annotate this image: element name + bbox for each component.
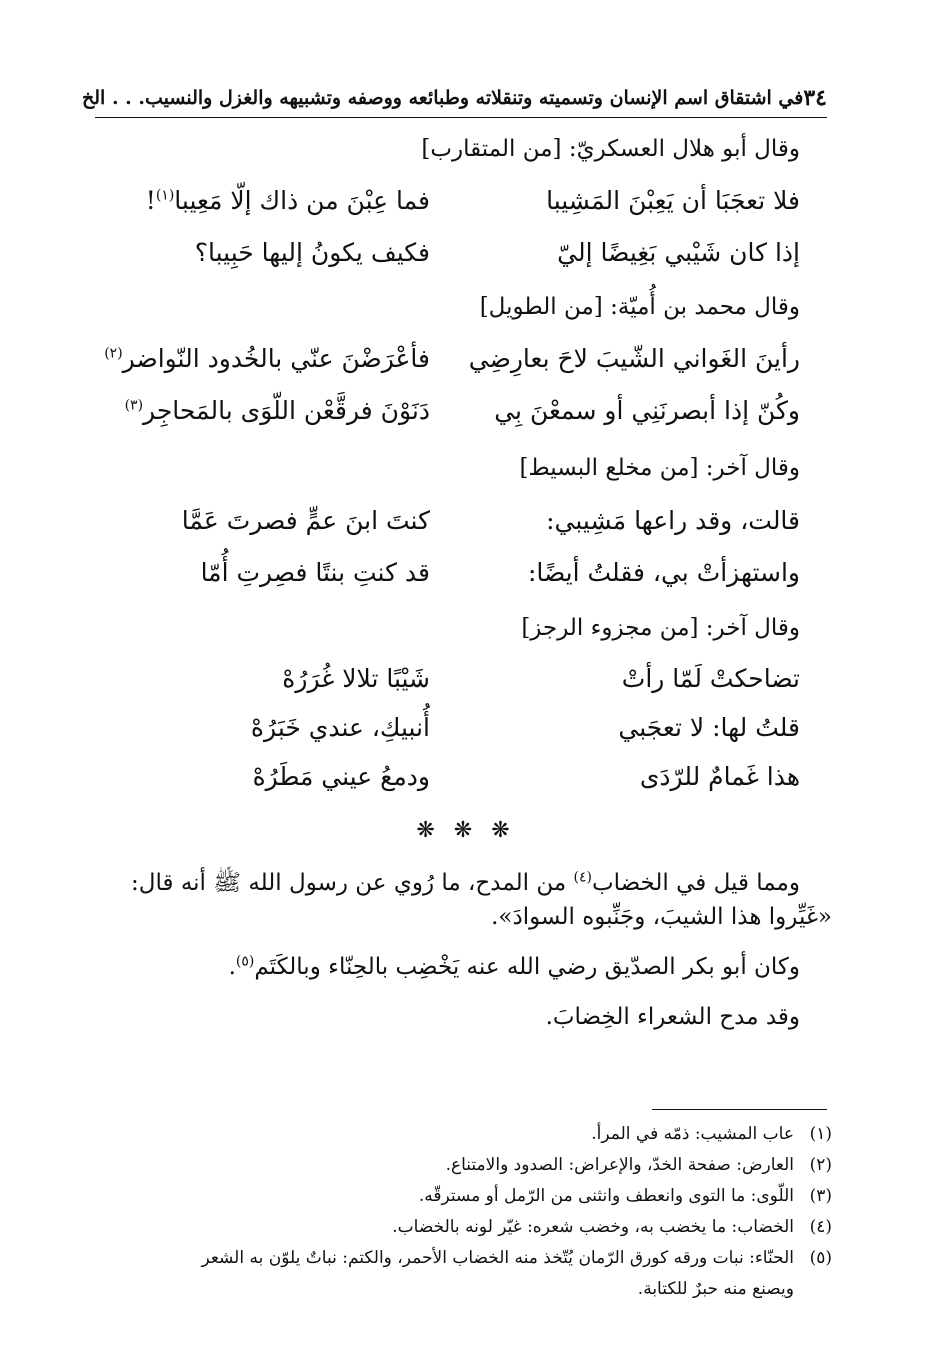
footnote-ref: (٣) xyxy=(124,397,144,414)
hemistich-second: فكيف يكونُ إليها حَبِيبا؟ xyxy=(194,238,430,267)
footnote-number: (١) xyxy=(809,1124,832,1144)
hemistich-first: وكُنّ إذا أبصرنَنِي أو سمعْنَ بِي xyxy=(494,396,800,425)
prose-line: «غَيِّروا هذا الشيبَ، وجَنِّبوه السوادَ». xyxy=(491,904,832,930)
hemistich-first: هذا غَمامٌ للرّدَى xyxy=(639,762,800,791)
prose-paragraph: ومما قيل في الخضاب$^{(٤)}$ من المدح، ما رُوي عن رسول الله ﷺ أنه قال: xyxy=(131,869,800,896)
verse-line xyxy=(100,238,800,282)
poem-intro: وقال آخر: [من مخلع البسيط] xyxy=(519,455,800,481)
hemistich-first: قالت، وقد راعها مَشِيبي: xyxy=(546,506,800,535)
footnote-text: اللّوى: ما التوى وانعطف وانثنى من الرّمل أو مسترقّه. xyxy=(418,1186,794,1206)
footnote xyxy=(201,1248,832,1268)
footnote-text: عاب المشيب: ذمّه في المرأ. xyxy=(591,1124,794,1144)
footnote-text: الخضاب: ما يخضب به، وخضب شعره: غيّر لونه بالخضاب. xyxy=(392,1217,794,1237)
hemistich-second: فأعْرَضْنَ عنّي بالخُدود النّواضر$^{(٢)}$ xyxy=(104,344,430,373)
running-header xyxy=(82,80,827,116)
footnote-continuation: ويصنع منه حبرٌ للكتابة. xyxy=(637,1279,794,1299)
footnote xyxy=(392,1217,832,1237)
prose-paragraph: وكان أبو بكر الصدّيق رضي الله عنه يَخْضِب بالحِنّاء وبالكَتَم$^{(٥)}$. xyxy=(228,953,800,980)
verse-line xyxy=(100,713,800,757)
poem-intro: وقال أبو هلال العسكريّ: [من المتقارب] xyxy=(421,136,800,162)
footnote-number: (٥) xyxy=(809,1248,832,1268)
poem-intro: وقال آخر: [من مجزوء الرجز] xyxy=(521,615,800,641)
footnote-ref: (٤) xyxy=(573,869,592,886)
footnote-rule xyxy=(652,1109,827,1110)
footnote-text: الحنّاء: نبات ورقه كورق الرّمان يُتّخذ منه الخضاب الأحمر، والكتم: نباتٌ يلوّن به الشعر xyxy=(201,1248,794,1268)
header-rule xyxy=(95,117,827,118)
hemistich-second: شَيْبًا تلالا غُرَرُهْ xyxy=(282,664,430,693)
hemistich-first: رأينَ الغَواني الشّيبَ لاحَ بعارِضِي xyxy=(468,344,800,373)
footnote xyxy=(419,1186,832,1206)
footnote-ref: (١) xyxy=(155,187,175,204)
footnote-ref: (٢) xyxy=(104,345,123,362)
hemistich-first: فلا تعجَبَا أن يَعِبْنَ المَشِيبا xyxy=(546,186,800,215)
verse-line xyxy=(100,506,800,550)
footnote-number: (٣) xyxy=(809,1186,832,1206)
hemistich-second: قد كنتِ بنتًا فصِرتِ أُمّا xyxy=(200,558,430,587)
prose-paragraph: وقد مدح الشعراء الخِضابَ. xyxy=(545,1004,800,1030)
verse-line xyxy=(100,762,800,806)
running-title: في اشتقاق اسم الإنسان وتسميته وتنقلاته وطبائعه ووصفه وتشبيهه والغزل والنسيب. . . الخ xyxy=(82,87,804,109)
footnote xyxy=(591,1124,832,1144)
hemistich-first: إذا كان شَيْبي بَغِيضًا إليّ xyxy=(557,238,800,267)
section-separator: ❋ ❋ ❋ xyxy=(416,818,516,843)
hemistich-second: دَنَوْنَ فرقَّعْن اللّوَى بالمَحاجِر$^{(٣)}$ xyxy=(124,396,430,425)
hemistich-second: كنتَ ابنَ عمٍّ فصرتَ عَمَّا xyxy=(181,506,430,535)
verse-line xyxy=(100,558,800,602)
verse-line xyxy=(100,664,800,708)
verse-line xyxy=(100,186,800,230)
footnote-number: (٢) xyxy=(809,1155,832,1175)
page-number: ٣٤ xyxy=(803,85,827,111)
poem-intro: وقال محمد بن أُميّة: [من الطويل] xyxy=(479,294,800,320)
footnote-ref: (٥) xyxy=(235,953,255,970)
verse-line xyxy=(100,344,800,388)
hemistich-first: تضاحكتْ لَمّا رأتْ xyxy=(621,664,800,693)
hemistich-second: فما عِبْنَ من ذاك إلّا مَعِيبا$^{(١)}$! xyxy=(145,186,430,215)
verse-line xyxy=(100,396,800,440)
hemistich-first: واستهزأتْ بي، فقلتُ أيضًا: xyxy=(527,558,800,587)
hemistich-second: ودمعُ عيني مَطَرُهْ xyxy=(252,762,430,791)
footnote xyxy=(446,1155,832,1175)
hemistich-second: أُنبيكِ، عندي خَبَرُهْ xyxy=(250,713,430,742)
hemistich-first: قلتُ لها: لا تعجَبي xyxy=(618,713,800,742)
footnote-number: (٤) xyxy=(809,1217,832,1237)
footnote-text: العارض: صفحة الخدّ، والإعراض: الصدود والامتناع. xyxy=(445,1155,794,1175)
